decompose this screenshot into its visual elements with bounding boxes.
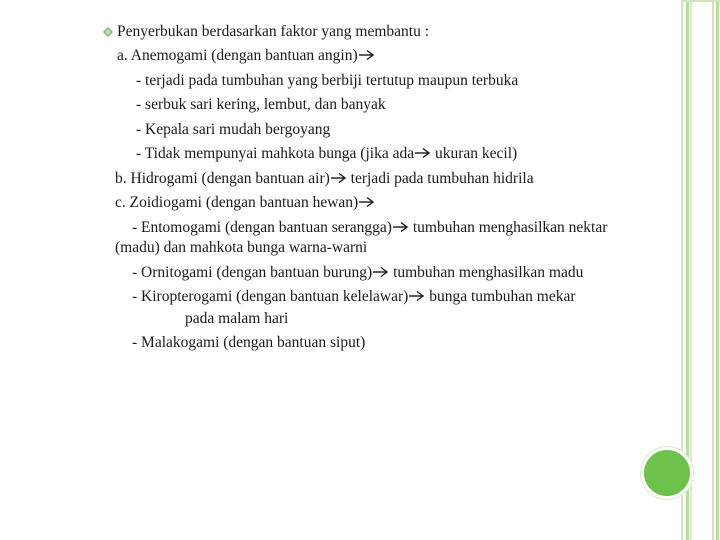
item-c-text: c. Zoidiogami (dengan bantuan hewan) — [115, 194, 359, 211]
right-arrow-icon — [358, 49, 375, 61]
item-c2-pre: - Ornitogami (dengan bantuan burung) — [132, 264, 373, 281]
item-c1 — [132, 218, 607, 238]
item-b-pre: b. Hidrogami (dengan bantuan air) — [115, 170, 330, 187]
right-arrow-icon — [392, 221, 409, 233]
item-b-post: terjadi pada tumbuhan hidrila — [346, 170, 534, 187]
item-c3-pre: - Kiropterogami (dengan bantuan kelelawar) — [132, 288, 409, 305]
right-arrow-icon — [358, 196, 375, 208]
right-arrow-icon — [372, 266, 389, 278]
item-a3: - Kepala sari mudah bergoyang — [136, 121, 331, 138]
item-a4 — [136, 144, 517, 164]
heading: Penyerbukan berdasarkan faktor yang membantu : — [117, 23, 430, 40]
item-a4-pre: - Tidak mempunyai mahkota bunga (jika ada — [136, 145, 415, 162]
item-c2-post: tumbuhan menghasilkan madu — [389, 264, 584, 281]
frame-line — [681, 0, 720, 2]
item-c-title — [115, 193, 375, 213]
item-a-title — [117, 46, 375, 66]
frame-line — [712, 0, 714, 540]
diamond-bullet-icon — [103, 27, 113, 37]
item-a-text: a. Anemogami (dengan bantuan angin) — [117, 47, 358, 64]
frame-line — [690, 0, 692, 540]
item-c2 — [132, 263, 583, 283]
item-c3-continuation: pada malam hari — [185, 310, 289, 327]
item-c4: - Malakogami (dengan bantuan siput) — [132, 334, 366, 351]
frame-line — [716, 0, 719, 540]
item-a4-post: ukuran kecil) — [431, 145, 518, 162]
item-b — [115, 169, 534, 189]
item-c1-post: tumbuhan menghasilkan nektar — [408, 219, 608, 236]
item-c3 — [132, 287, 576, 307]
right-arrow-icon — [414, 147, 431, 159]
item-c3-post: bunga tumbuhan mekar — [425, 288, 576, 305]
item-a1: - terjadi pada tumbuhan yang berbiji tertutup maupun terbuka — [136, 72, 519, 89]
item-a2: - serbuk sari kering, lembut, dan banyak — [136, 96, 386, 113]
item-c1-pre: - Entomogami (dengan bantuan serangga) — [132, 219, 392, 236]
right-arrow-icon — [408, 290, 425, 302]
right-arrow-icon — [330, 172, 347, 184]
item-c1-continuation: (madu) dan mahkota bunga warna-warni — [115, 239, 368, 256]
